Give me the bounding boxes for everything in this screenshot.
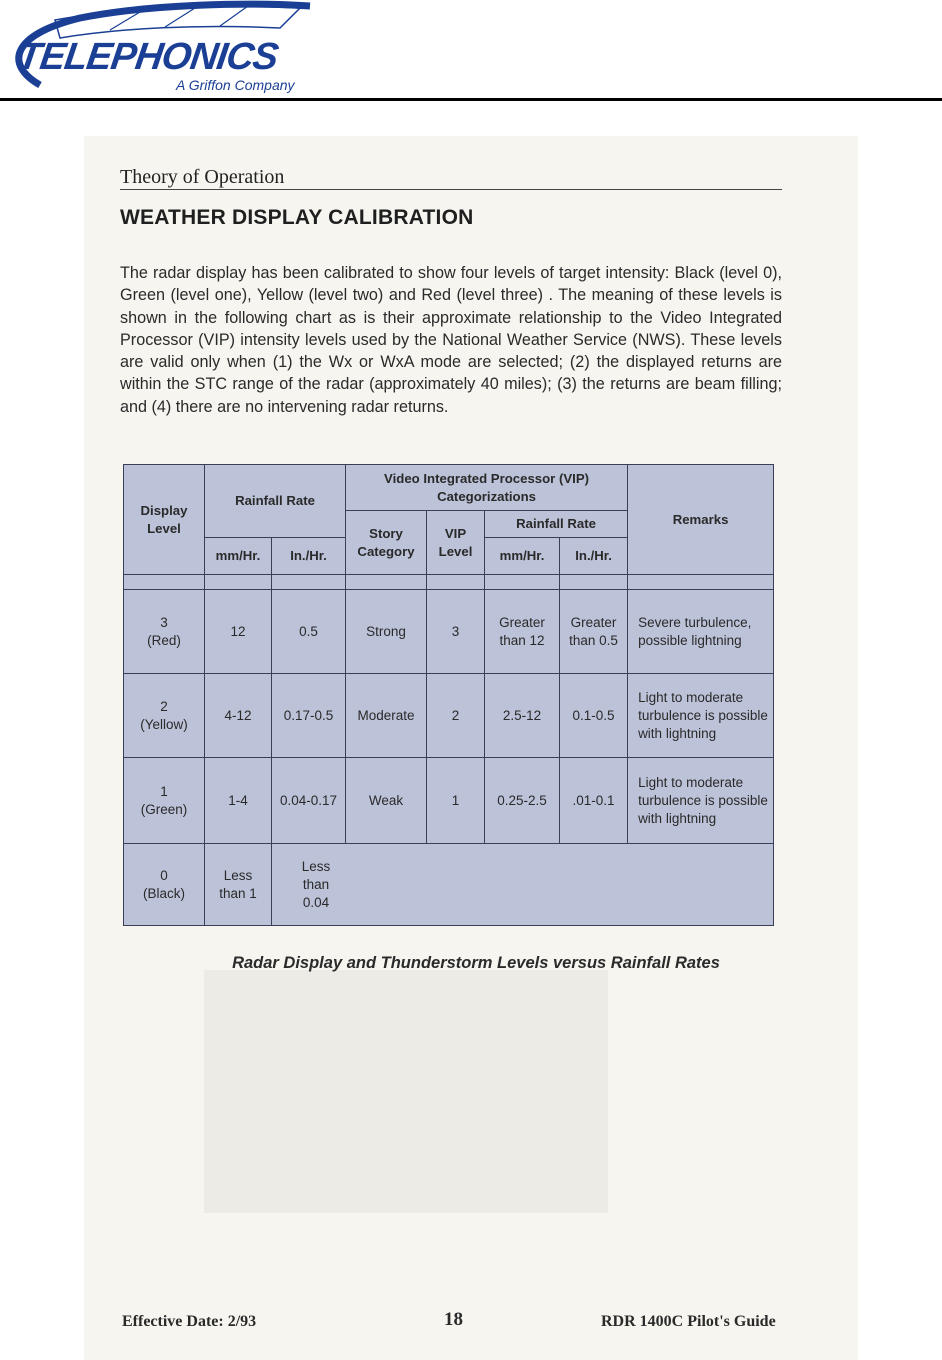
remarks-cell: Light to moderate turbulence is possible with lightning [628, 758, 774, 844]
in-cell: 0.5 [272, 590, 346, 674]
table-row [124, 758, 774, 844]
remarks-cell: Severe turbulence, possible lightning [628, 590, 774, 674]
in-cell: Less than 0.04 [272, 844, 774, 926]
logo-wordmark: TELEPHONICS [15, 36, 281, 78]
header-rainfall-rate: Rainfall Rate [205, 465, 346, 538]
table-row [124, 844, 774, 926]
page-title: WEATHER DISPLAY CALIBRATION [120, 206, 474, 229]
header-in-hr: In./Hr. [272, 538, 346, 575]
display-level-cell: 0 (Black) [124, 844, 205, 926]
telephonics-logo [0, 0, 380, 100]
header-rule [0, 98, 942, 101]
footer-guide-title: RDR 1400C Pilot's Guide [601, 1313, 776, 1330]
mm-cell: 4-12 [205, 674, 272, 758]
section-rule [120, 189, 782, 190]
table-caption: Radar Display and Thunderstorm Levels versus Rainfall Rates [232, 954, 720, 972]
table-spacer-row [124, 575, 774, 590]
header-remarks: Remarks [628, 465, 774, 575]
logo-tagline: A Griffon Company [176, 77, 295, 93]
vip-level-cell: 2 [427, 674, 485, 758]
in-cell: 0.04-0.17 [272, 758, 346, 844]
in-cell: 0.17-0.5 [272, 674, 346, 758]
footer-page-number: 18 [444, 1309, 463, 1330]
header-vip-categorizations: Video Integrated Processor (VIP) Categorizations [346, 465, 628, 511]
header-vip-in-hr: In./Hr. [560, 538, 628, 575]
table-row [124, 590, 774, 674]
mm-cell: 1-4 [205, 758, 272, 844]
vip-in-cell: .01-0.1 [560, 758, 628, 844]
header-vip-rainfall-rate: Rainfall Rate [485, 511, 628, 538]
body-paragraph: The radar display has been calibrated to show four levels of target intensity: Black (level 0), Green (level one), Yellow (level two) and Red (level three) . The meaning of these levels is shown in the following chart as is their approximate relationship to the Video Integrated Processor (VIP) intensity levels used by the National Weather Service (NWS). These levels are valid only when (1) the Wx or WxA mode are selected; (2) the displayed returns are within the STC range of the radar (approximately 40 miles); (3) the returns are beam filling; and (4) there are no intervening radar returns. [120, 264, 782, 416]
calibration-table [123, 464, 774, 926]
vip-mm-cell: 0.25-2.5 [485, 758, 560, 844]
story-cell: Weak [346, 758, 427, 844]
mm-cell: 12 [205, 590, 272, 674]
header-vip-level: VIP Level [427, 511, 485, 575]
page-shadow [204, 970, 608, 1213]
mm-cell: Less than 1 [205, 844, 272, 926]
section-header: Theory of Operation [120, 166, 285, 188]
vip-mm-cell: 2.5-12 [485, 674, 560, 758]
vip-level-cell: 1 [427, 758, 485, 844]
story-cell: Moderate [346, 674, 427, 758]
display-level-cell: 3 (Red) [124, 590, 205, 674]
header-display-level: Display Level [124, 465, 205, 575]
remarks-cell: Light to moderate turbulence is possible with lightning [628, 674, 774, 758]
table-row [124, 674, 774, 758]
display-level-cell: 1 (Green) [124, 758, 205, 844]
footer-effective-date: Effective Date: 2/93 [122, 1313, 257, 1330]
vip-in-cell: Greater than 0.5 [560, 590, 628, 674]
header-mm-hr: mm/Hr. [205, 538, 272, 575]
header-vip-mm-hr: mm/Hr. [485, 538, 560, 575]
header-story-category: Story Category [346, 511, 427, 575]
vip-mm-cell: Greater than 12 [485, 590, 560, 674]
story-cell: Strong [346, 590, 427, 674]
vip-level-cell: 3 [427, 590, 485, 674]
vip-in-cell: 0.1-0.5 [560, 674, 628, 758]
display-level-cell: 2 (Yellow) [124, 674, 205, 758]
